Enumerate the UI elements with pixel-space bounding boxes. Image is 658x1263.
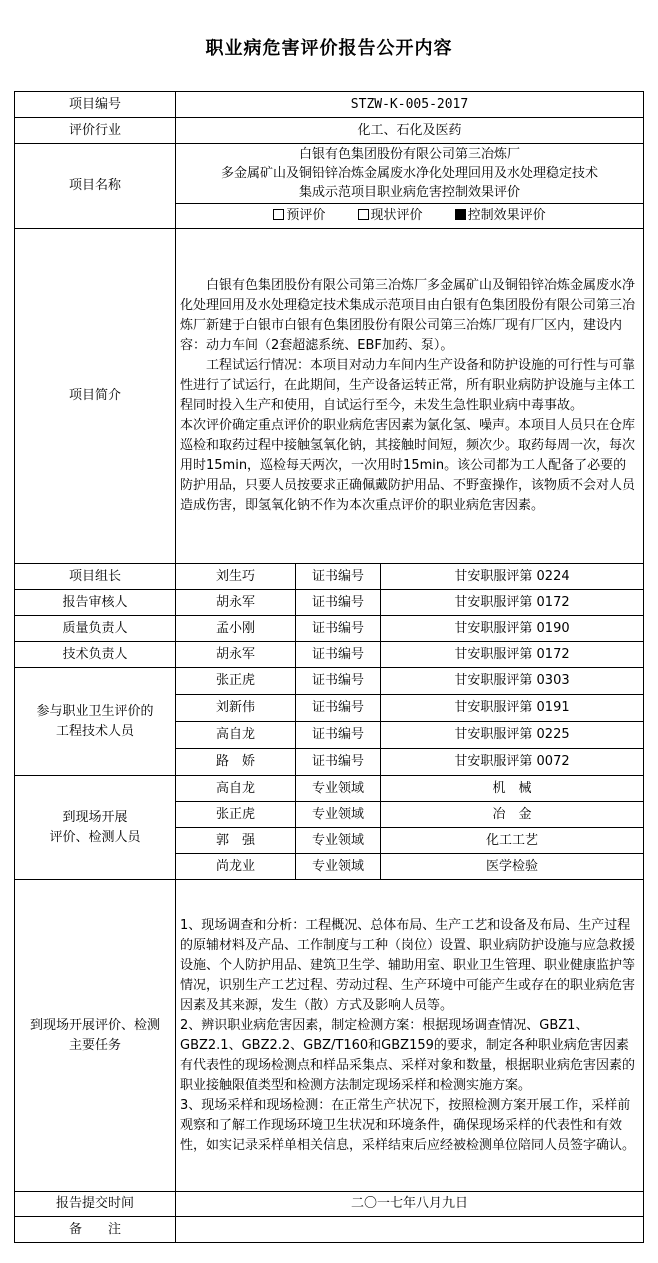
person-name: 刘新伟 [176, 695, 296, 722]
eval-type-options [176, 204, 644, 229]
project-name-value [176, 144, 644, 204]
row-leader [15, 616, 644, 642]
remark-value [176, 1217, 644, 1243]
row-intro [15, 229, 644, 564]
label-line: 主要任务 [68, 1037, 121, 1053]
field-value: 医学检验 [381, 854, 644, 880]
row-project-name [15, 144, 644, 204]
cert-number: 甘安职服评第 0191 [381, 695, 644, 722]
page-title: 职业病危害评价报告公开内容 [205, 38, 453, 59]
cert-label: 证书编号 [296, 590, 381, 616]
task-paragraph: 3、现场采样和现场检测：在正常生产状况下，按照检测方案开展工作，采样前观察和了解工作现场环境卫生状况和环境条件，确保现场采样的代表性和有效性，如实记录采样单相关信息，采样结束后应经被检测单位陪同人员签字确认。 [180, 1097, 636, 1153]
cert-number: 甘安职服评第 0190 [381, 616, 644, 642]
cert-label: 证书编号 [296, 642, 381, 668]
submit-value: 二〇一七年八月九日 [176, 1192, 644, 1217]
report-no-label: 项目编号 [15, 92, 176, 118]
report-no-value: STZW-K-005-2017 [176, 92, 644, 118]
field-staff-label [15, 776, 176, 880]
intro-paragraph: 白银有色集团股份有限公司第三冶炼厂多金属矿山及铜铅锌冶炼金属废水净化处理回用及水处理稳定技术集成示范项目由白银有色集团股份有限公司第三冶炼厂新建于白银市白银有色集团股份有限公司第三冶炼厂现有厂区内，建设内容：动力车间（2套超滤系统、EBF加药、泵）。 [180, 278, 636, 353]
person-name: 尚龙业 [176, 854, 296, 880]
field-value: 机 械 [381, 776, 644, 802]
row-field-staff [15, 776, 644, 802]
intro-paragraph: 本次评价确定重点评价的职业病危害因素为氯化氢、噪声。本项目人员只在仓库巡检和取药过程中接触氢氧化钠，其接触时间短，频次少。取药每周一次，每次用时15min，巡检每天两次，一次用时15min。该公司都为工人配备了必要的防护用品，只要人员按要求正确佩戴防护用品、不野蛮操作，该物质不会对人员造成伤害，即氢氧化钠不作为本次重点评价的职业病危害因素。 [180, 418, 636, 513]
option-status-eval[interactable] [358, 206, 423, 226]
person-name: 高自龙 [176, 776, 296, 802]
person-name: 胡永军 [176, 642, 296, 668]
field-label: 专业领域 [296, 776, 381, 802]
role-label: 报告审核人 [15, 590, 176, 616]
person-name: 孟小刚 [176, 616, 296, 642]
row-leader [15, 564, 644, 590]
label-line: 评价、检测人员 [49, 829, 141, 845]
label-line: 工程技术人员 [55, 723, 134, 739]
checkbox-icon[interactable] [273, 209, 284, 220]
row-report-no [15, 92, 644, 118]
row-industry [15, 118, 644, 144]
project-name-label: 项目名称 [15, 144, 176, 229]
checkbox-checked-icon[interactable] [455, 209, 466, 220]
cert-label: 证书编号 [296, 722, 381, 749]
cert-number: 甘安职服评第 0303 [381, 668, 644, 695]
project-name-line: 集成示范项目职业病危害控制效果评价 [299, 185, 521, 200]
field-value: 化工工艺 [381, 828, 644, 854]
role-label: 技术负责人 [15, 642, 176, 668]
row-leader [15, 590, 644, 616]
option-label: 控制效果评价 [467, 208, 546, 223]
remark-label: 备 注 [15, 1217, 176, 1243]
field-label: 专业领域 [296, 854, 381, 880]
tasks-text [176, 880, 644, 1192]
option-control-eval[interactable] [455, 206, 546, 226]
cert-number: 甘安职服评第 0225 [381, 722, 644, 749]
field-label: 专业领域 [296, 828, 381, 854]
option-pre-eval[interactable] [273, 206, 325, 226]
role-label: 质量负责人 [15, 616, 176, 642]
project-name-line: 白银有色集团股份有限公司第三冶炼厂 [299, 147, 521, 162]
task-paragraph: 2、辨识职业病危害因素，制定检测方案：根据现场调查情况、GBZ1、GBZ2.1、GBZ2.2、GBZ/T160和GBZ159的要求，制定各种职业病危害因素有代表性的现场检测点和样品采集点、采样对象和数量，根据职业病危害因素的职业接触限值类型和检测方法制定现场采样和检测实施方案。 [180, 1017, 636, 1093]
cert-label: 证书编号 [296, 749, 381, 776]
label-line: 到现场开展评价、检测 [29, 1017, 160, 1033]
industry-label: 评价行业 [15, 118, 176, 144]
checkbox-icon[interactable] [358, 209, 369, 220]
label-line: 参与职业卫生评价的 [36, 703, 154, 719]
cert-label: 证书编号 [296, 616, 381, 642]
industry-value: 化工、石化及医药 [176, 118, 644, 144]
tech-staff-label [15, 668, 176, 776]
cert-number: 甘安职服评第 0172 [381, 642, 644, 668]
task-paragraph: 1、现场调查和分析：工程概况、总体布局、生产工艺和设备及布局、生产过程的原辅材料及产品、工作制度与工种（岗位）设置、职业病防护设施与应急救援设施、个人防护用品、建筑卫生学、辅助用室、职业卫生管理、职业健康监护等情况，识别生产工艺过程、劳动过程、生产环境中可能产生或存在的职业病危害因素及其来源，发生（散）方式及影响人员等。 [180, 917, 636, 1013]
cert-number: 甘安职服评第 0224 [381, 564, 644, 590]
person-name: 高自龙 [176, 722, 296, 749]
row-submit [15, 1192, 644, 1217]
project-name-line: 多金属矿山及铜铅锌冶炼金属废水净化处理回用及水处理稳定技术 [221, 166, 599, 181]
role-label: 项目组长 [15, 564, 176, 590]
tasks-label [15, 880, 176, 1192]
person-name: 路 娇 [176, 749, 296, 776]
person-name: 张正虎 [176, 668, 296, 695]
field-label: 专业领域 [296, 802, 381, 828]
intro-paragraph: 工程试运行情况：本项目对动力车间内生产设备和防护设施的可行性与可靠性进行了试运行，在此期间，生产设备运转正常，所有职业病防护设施与主体工程同时投入生产和使用，自试运行至今，未发生急性职业病中毒事故。 [180, 358, 636, 413]
field-value: 冶 金 [381, 802, 644, 828]
cert-number: 甘安职服评第 0072 [381, 749, 644, 776]
person-name: 张正虎 [176, 802, 296, 828]
option-label: 预评价 [286, 208, 326, 223]
cert-label: 证书编号 [296, 695, 381, 722]
person-name: 郭 强 [176, 828, 296, 854]
cert-label: 证书编号 [296, 564, 381, 590]
intro-text [176, 229, 644, 564]
submit-label: 报告提交时间 [15, 1192, 176, 1217]
option-label: 现状评价 [370, 208, 423, 223]
person-name: 刘生巧 [176, 564, 296, 590]
row-tech-staff [15, 668, 644, 695]
row-remark [15, 1217, 644, 1243]
row-tasks [15, 880, 644, 1192]
row-leader [15, 642, 644, 668]
report-table [14, 91, 644, 1243]
intro-label: 项目简介 [15, 229, 176, 564]
cert-number: 甘安职服评第 0172 [381, 590, 644, 616]
cert-label: 证书编号 [296, 668, 381, 695]
label-line: 到现场开展 [62, 809, 128, 825]
person-name: 胡永军 [176, 590, 296, 616]
